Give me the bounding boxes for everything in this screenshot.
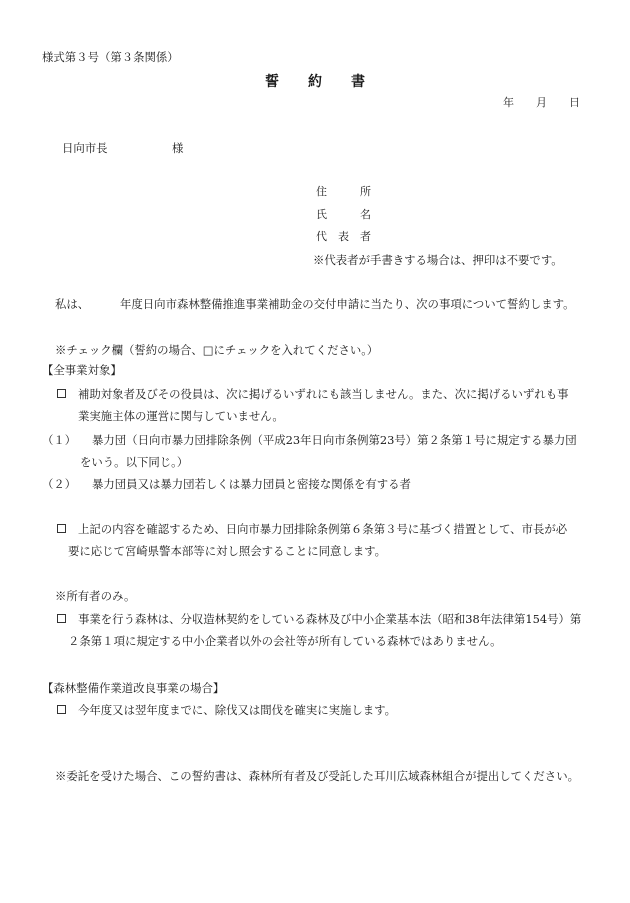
pledge-text-line: 要に応じて宮崎県警本部等に対し照会することに同意します。	[68, 544, 387, 558]
pledge-text-line: 上記の内容を確認するため、日向市暴力団排除条例第６条第３号に基づく措置として、市長が必	[78, 522, 568, 536]
checkbox-police-inquiry-consent[interactable]	[57, 524, 66, 533]
representative-label: 代 表 者	[316, 230, 371, 243]
seal-note: ※代表者が手書きする場合は、押印は不要です。	[313, 253, 563, 267]
address-label: 住 所	[316, 185, 371, 198]
sub-item-text-line: 暴力団員又は暴力団若しくは暴力団員と密接な関係を有する者	[92, 477, 411, 491]
sub-item-text-line: 暴力団（日向市暴力団排除条例（平成23年日向市条例第23号）第２条第１号に規定する暴力団	[92, 433, 577, 447]
checkbox-thinning-commitment[interactable]	[57, 705, 66, 714]
sub-item-text-line: をいう。以下同じ。）	[80, 455, 189, 469]
addressee-name: 日向市長	[62, 141, 108, 155]
declaration-text: 年度日向市森林整備推進事業補助金の交付申請に当たり、次の事項について誓約します。	[120, 297, 575, 311]
section-heading-road-project: 【森林整備作業道改良事業の場合】	[42, 681, 225, 695]
sub-item-label: （２）	[42, 477, 77, 491]
document-title: 誓 約 書	[265, 74, 373, 90]
addressee-honorific: 様	[172, 141, 184, 155]
checkbox-no-affiliation[interactable]	[57, 389, 66, 398]
section-heading-all-projects: 【全事業対象】	[42, 363, 122, 377]
footer-note: ※委託を受けた場合、この誓約書は、森林所有者及び受託した耳川広域森林組合が提出してください。	[55, 769, 579, 783]
form-number: 様式第３号（第３条関係）	[42, 50, 179, 64]
sub-item-label: （１）	[42, 433, 77, 447]
pledge-text-line: 業実施主体の運営に関与していません。	[78, 409, 284, 423]
owner-only-note: ※所有者のみ。	[55, 589, 136, 603]
checkbox-forest-ownership[interactable]	[57, 614, 66, 623]
pledge-text-line: ２条第１項に規定する中小企業者以外の会社等が所有している森林ではありません。	[68, 634, 502, 648]
name-label: 氏 名	[316, 208, 371, 221]
declaration-prefix: 私は、	[55, 297, 90, 311]
pledge-text-line: 今年度又は翌年度までに、除伐又は間伐を確実に実施します。	[78, 703, 397, 717]
pledge-text-line: 補助対象者及びその役員は、次に掲げるいずれにも該当しません。また、次に掲げるいずれも事	[78, 387, 569, 401]
date-field: 年 月 日	[503, 96, 580, 109]
check-instruction: ※チェック欄（誓約の場合、□にチェックを入れてください。）	[55, 343, 379, 357]
pledge-text-line: 事業を行う森林は、分収造林契約をしている森林及び中小企業基本法（昭和38年法律第154号）第	[78, 612, 582, 626]
